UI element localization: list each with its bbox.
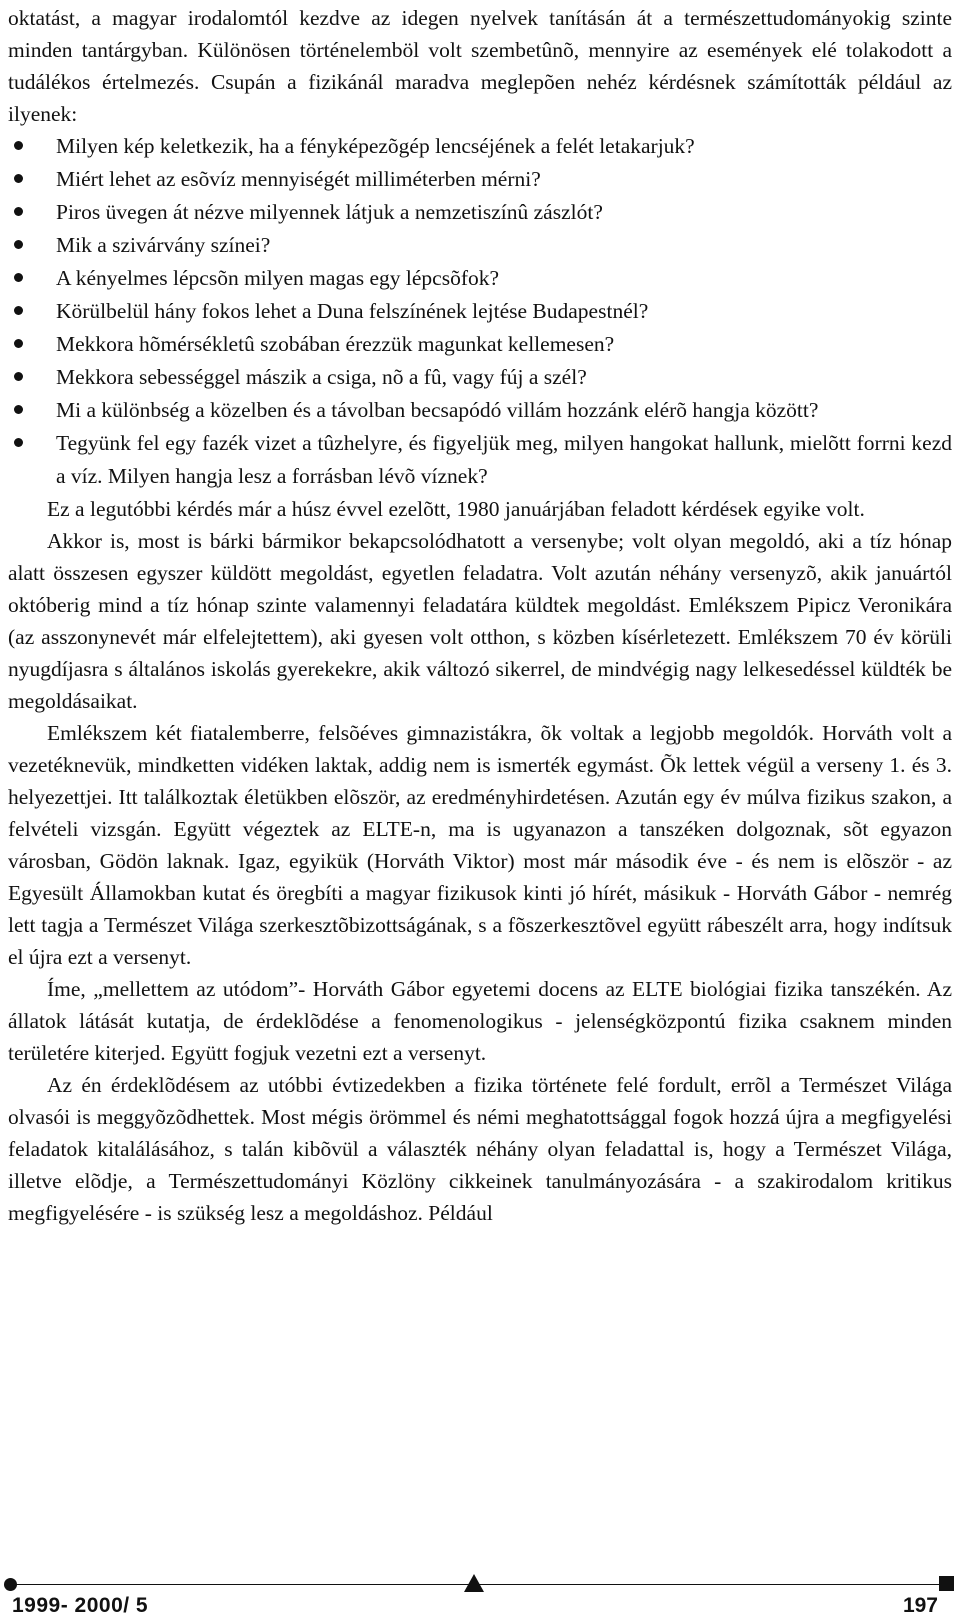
question-item: Körülbelül hány fokos lehet a Duna felszínének lejtése Budapestnél? [56, 295, 952, 328]
bullet-icon [14, 273, 23, 282]
bullet-icon [14, 438, 23, 447]
body-paragraph: Emlékszem két fiatalemberre, felsõéves gimnazistákra, õk voltak a legjobb megoldók. Horváth volt a vezetéknevük, mindketten vidéken laktak, addig nem is ismerték egymást. Õk lettek végül a verseny 1. és 3. helyezettjei. Itt találkoztak életükben elõször, az eredményhirdetésen. Azután egy év múlva fizikus szakon, a felvételi vizsgán. Együtt végeztek az ELTE-n, ma is ugyanazon a tanszéken dolgoznak, sõt egyazon városban, Gödön laknak. Igaz, egyikük (Horváth Viktor) most már második éve - és nem is elõször - az Egyesült Államokban kutat és öregbíti a magyar fizikusok kinti jó hírét, másikuk - Horváth Gábor - nemrég lett tagja a Természet Világa szerkesztõbizottságának, s a fõszerkesztõvel együtt rábeszélt arra, hogy indítsuk el újra ezt a versenyt. [8, 721, 952, 969]
bullet-icon [14, 339, 23, 348]
bullet-icon [14, 405, 23, 414]
question-item: Tegyünk fel egy fazék vizet a tûzhelyre, és figyeljük meg, milyen hangokat hallunk, mielõtt forrni kezd a víz. Milyen hangja lesz a forrásban lévõ víznek? [56, 427, 952, 493]
body-paragraph: Az én érdeklõdésem az utóbbi évtizedekben a fizika története felé fordult, errõl a Természet Világa olvasói is meggyõzõdhettek. Most mégis örömmel és némi meghatottsággal fogok hozzá újra a megfigyelési feladatok kitalálásához, s talán kibõvül a választék néhány olyan feladattal is, hogy a Természet Világa, illetve elõdje, a Természettudományi Közlöny cikkeinek tanulmányozására - a szakirodalom kritikus megfigyelésére - is szükség lesz a megoldáshoz. Például [8, 1073, 952, 1225]
triangle-marker-icon [464, 1574, 484, 1592]
question-item: Miért lehet az esõvíz mennyiségét milliméterben mérni? [56, 163, 952, 196]
article-body [8, 2, 952, 1229]
question-item: Mik a szivárvány színei? [56, 229, 952, 262]
bullet-icon [14, 141, 23, 150]
issue-number: 1999- 2000/ 5 [12, 1594, 149, 1617]
body-paragraph: Íme, „mellettem az utódom”- Horváth Gábor egyetemi docens az ELTE biológiai fizika tanszékén. Az állatok látását kutatja, de érdeklõdése a fenomenologikus - jelenségközpontú fizika csaknem minden területére kiterjed. Együtt fogjuk vezetni ezt a versenyt. [8, 977, 952, 1065]
bullet-icon [14, 174, 23, 183]
bullet-icon [14, 372, 23, 381]
intro-paragraph: oktatást, a magyar irodalomtól kezdve az idegen nyelvek tanításán át a természettudományokig szinte minden tantárgyban. Különösen történelemböl volt szembetûnõ, mennyire az események elé tolakodott a tudálékos értelmezés. Csupán a fizikánál maradva meglepõen nehéz kérdésnek számították például az ilyenek: [8, 6, 952, 126]
page-footer [0, 1576, 960, 1616]
bullet-icon [14, 306, 23, 315]
question-item: Mekkora sebességgel mászik a csiga, nõ a fû, vagy fúj a szél? [56, 361, 952, 394]
question-item: Milyen kép keletkezik, ha a fényképezõgép lencséjének a felét letakarjuk? [56, 130, 952, 163]
body-paragraph: Akkor is, most is bárki bármikor bekapcsolódhatott a versenybe; volt olyan megoldó, aki a tíz hónap alatt összesen egyszer küldött megoldást, egyetlen feladatra. Volt azután néhány versenyzõ, akik januártól októberig mind a tíz hónap szinte valamennyi feladatára küldtek megoldást. Emlékszem Pipicz Veronikára (az asszonynevét már elfelejtettem), aki gyesen volt otthon, s közben kísérletezett. Emlékszem 70 év körüli nyugdíjasra s általános iskolás gyerekekre, akik változó sikerrel, de mindvégig nagy lelkesedéssel küldték be megoldásaikat. [8, 529, 952, 713]
question-list [8, 130, 952, 493]
question-item: A kényelmes lépcsõn milyen magas egy lépcsõfok? [56, 262, 952, 295]
square-marker-icon [939, 1576, 954, 1591]
question-item: Piros üvegen át nézve milyennek látjuk a nemzetiszínû zászlót? [56, 196, 952, 229]
bullet-icon [14, 207, 23, 216]
question-item: Mekkora hõmérsékletû szobában érezzük magunkat kellemesen? [56, 328, 952, 361]
bullet-icon [14, 240, 23, 249]
question-item: Mi a különbség a közelben és a távolban becsapódó villám hozzánk elérõ hangja között? [56, 394, 952, 427]
body-paragraph: Ez a legutóbbi kérdés már a húsz évvel ezelõtt, 1980 januárjában feladott kérdések egyike volt. [47, 497, 865, 521]
page-number: 197 [902, 1594, 938, 1617]
